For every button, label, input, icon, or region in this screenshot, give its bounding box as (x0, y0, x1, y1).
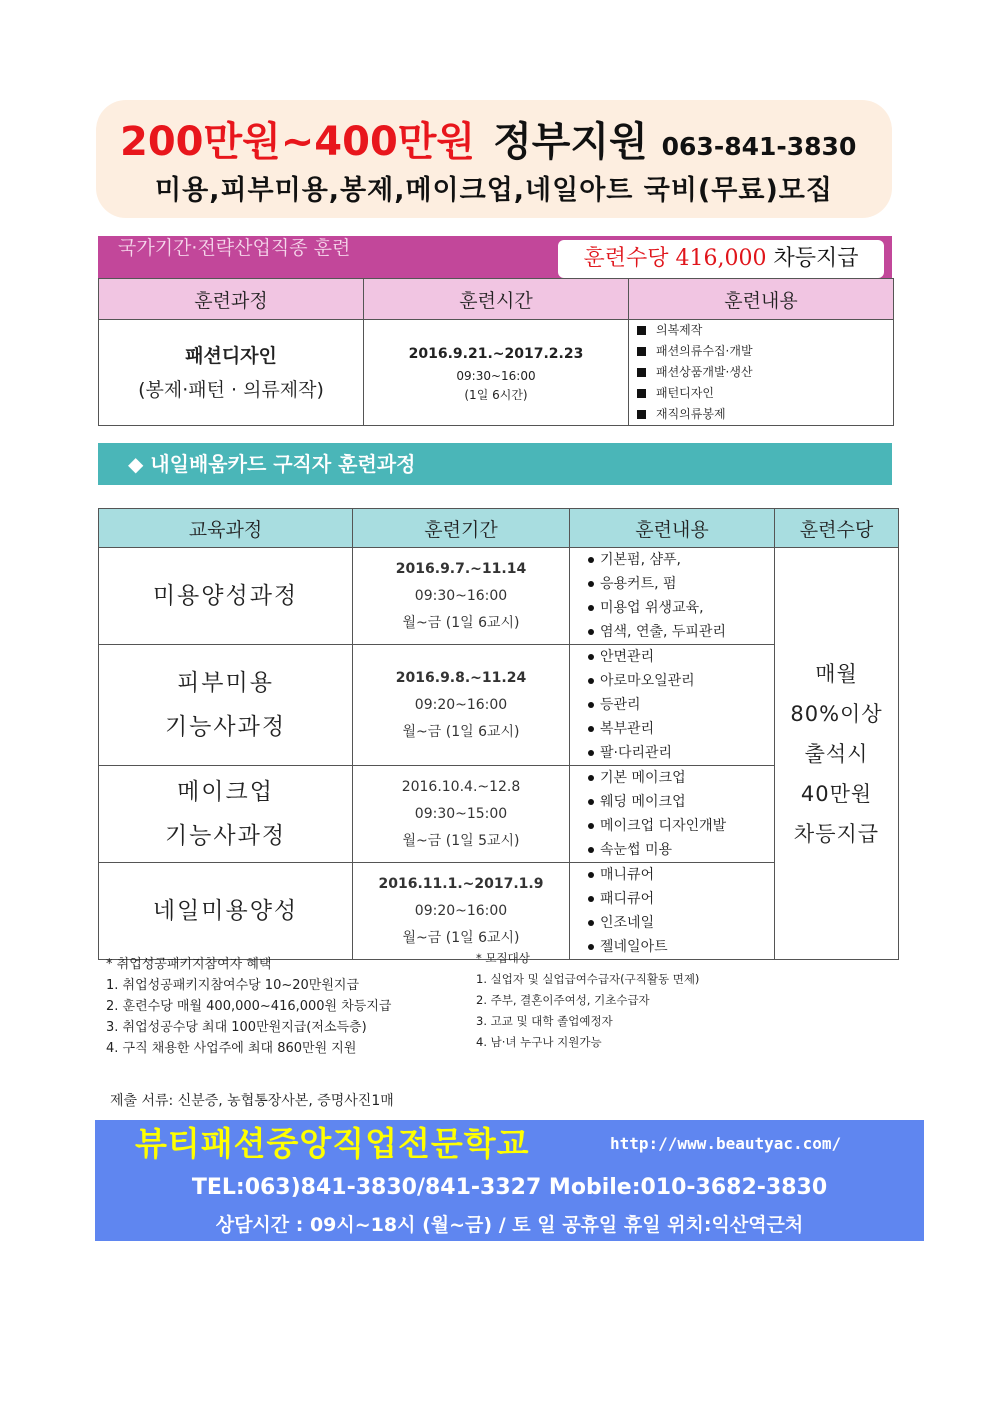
period: 2016.9.21.~2017.2.23 (408, 345, 584, 362)
bullet-icon (588, 557, 594, 563)
school-name: 뷰티패션중앙직업전문학교 (135, 1124, 530, 1163)
square-bullet-icon (637, 368, 646, 377)
period-cell: 2016.9.7.~11.14 09:30~16:00 월~금 (1일 6교시) (353, 548, 570, 645)
allowance-note: 차등지급 (773, 246, 859, 271)
course-cell: 피부미용 기능사과정 (99, 645, 353, 766)
note-line: * 취업성공패키지참여자 혜택 (106, 957, 272, 972)
list-item: 젤네일아트 (588, 935, 774, 959)
list-item: 미용업 위생교육, (588, 596, 774, 620)
section1-table (98, 278, 894, 426)
bullet-icon (588, 896, 594, 902)
table-header-row (99, 509, 899, 548)
list-item: 패턴디자인 (637, 383, 893, 404)
list-item: 등관리 (588, 693, 774, 717)
list-item: 기본 메이크업 (588, 766, 774, 790)
content-cell (570, 548, 775, 645)
list-item: 의복제작 (637, 320, 893, 341)
bullet-icon (588, 799, 594, 805)
list-item: 속눈썹 미용 (588, 838, 774, 862)
per-day: (1일 6시간) (464, 387, 528, 402)
header-time: 훈련시간 (364, 279, 629, 320)
bullet-icon (588, 750, 594, 756)
note-line: 4. 구직 채용한 사업주에 최대 860만원 지원 (106, 1041, 357, 1056)
course-cell: 미용양성과정 (99, 548, 353, 645)
section2-title: ◆ 내일배움카드 구직자 훈련과정 (128, 452, 416, 476)
bullet-icon (588, 775, 594, 781)
list-item: 안면관리 (588, 645, 774, 669)
header-subtitle: 미용,피부미용,봉제,메이크업,네일아트 국비(무료)모집 (155, 175, 833, 206)
section2-table (98, 508, 899, 960)
list-item: 복부관리 (588, 717, 774, 741)
content-cell (570, 645, 775, 766)
course-sub: (봉제·패턴 · 의류제작) (138, 378, 324, 401)
header-content: 훈련내용 (629, 279, 894, 320)
table-row (99, 548, 899, 645)
phone-number: 063-841-3830 (661, 132, 857, 161)
note-line: 3. 취업성공수당 최대 100만원지급(저소득층) (106, 1020, 367, 1035)
course-cell: 네일미용양성 (99, 863, 353, 960)
note-line: 1. 실업자 및 실업급여수급자(구직활동 면제) (476, 972, 700, 986)
headline (120, 110, 880, 164)
note-line: 2. 주부, 결혼이주여성, 기초수급자 (476, 993, 650, 1007)
table-header-row (99, 279, 894, 320)
bullet-icon (588, 872, 594, 878)
bullet-icon (588, 581, 594, 587)
header-content: 훈련내용 (570, 509, 775, 548)
target-notes (476, 948, 699, 1053)
square-bullet-icon (637, 410, 646, 419)
course-cell (99, 320, 364, 426)
list-item: 매니큐어 (588, 863, 774, 887)
header-period: 훈련기간 (353, 509, 570, 548)
time-cell (364, 320, 629, 426)
government-support: 정부지원 (493, 119, 648, 165)
support-amount: 200만원~400만원 (120, 119, 476, 165)
note-line: 3. 고교 및 대학 졸업예정자 (476, 1014, 613, 1028)
note-line: 1. 취업성공패키지참여수당 10~20만원지급 (106, 978, 360, 993)
bullet-icon (588, 678, 594, 684)
bullet-icon (588, 920, 594, 926)
note-line: 4. 남·녀 누구나 지원가능 (476, 1035, 602, 1049)
bullet-icon (588, 702, 594, 708)
allowance-amount: 훈련수당 416,000 (583, 246, 767, 271)
consultation-hours: 상담시간 : 09시~18시 (월~금) / 토 일 공휴일 휴일 위치:익산역근처 (215, 1214, 804, 1236)
content-cell (570, 863, 775, 960)
content-cell (629, 320, 894, 426)
header-education: 교육과정 (99, 509, 353, 548)
list-item: 재직의류봉제 (637, 404, 893, 425)
required-documents: 제출 서류: 신분증, 농협통장사본, 증명사진1매 (110, 1093, 394, 1109)
list-item: 염색, 연출, 두피관리 (588, 620, 774, 644)
period-cell: 2016.11.1.~2017.1.9 09:20~16:00 월~금 (1일 6교시) (353, 863, 570, 960)
course-name: 패션디자인 (185, 344, 277, 367)
period-cell: 2016.10.4.~12.8 09:30~15:00 월~금 (1일 5교시) (353, 766, 570, 863)
course-cell: 메이크업 기능사과정 (99, 766, 353, 863)
list-item: 패션상품개발·생산 (637, 362, 893, 383)
list-item: 패디큐어 (588, 887, 774, 911)
header-course: 훈련과정 (99, 279, 364, 320)
list-item: 패션의류수집·개발 (637, 341, 893, 362)
bullet-icon (588, 654, 594, 660)
list-item: 인조네일 (588, 911, 774, 935)
contact-phones: TEL:063)841-3830/841-3327 Mobile:010-3682-3830 (191, 1175, 828, 1200)
note-line: 2. 훈련수당 매월 400,000~416,000원 차등지급 (106, 999, 392, 1014)
square-bullet-icon (637, 326, 646, 335)
section1-title: 국가기간·전략산업직종 훈련 (118, 237, 351, 259)
content-cell (570, 766, 775, 863)
allowance-cell: 매월 80%이상 출석시 40만원 차등지급 (775, 548, 899, 960)
list-item: 응용커트, 펌 (588, 572, 774, 596)
square-bullet-icon (637, 389, 646, 398)
list-item: 기본펌, 샴푸, (588, 548, 774, 572)
table-row (99, 320, 894, 426)
bullet-icon (588, 847, 594, 853)
benefits-notes (106, 954, 391, 1059)
square-bullet-icon (637, 347, 646, 356)
website-link[interactable]: http://www.beautyac.com/ (610, 1134, 842, 1153)
list-item: 팔·다리관리 (588, 741, 774, 765)
allowance-badge (558, 240, 884, 278)
bullet-icon (588, 605, 594, 611)
header-allowance: 훈련수당 (775, 509, 899, 548)
list-item: 메이크업 디자인개발 (588, 814, 774, 838)
bullet-icon (588, 726, 594, 732)
period-cell: 2016.9.8.~11.24 09:20~16:00 월~금 (1일 6교시) (353, 645, 570, 766)
note-line: * 모집대상 (476, 951, 530, 965)
bullet-icon (588, 823, 594, 829)
bullet-icon (588, 629, 594, 635)
list-item: 웨딩 메이크업 (588, 790, 774, 814)
list-item: 아로마오일관리 (588, 669, 774, 693)
hours: 09:30~16:00 (456, 368, 536, 383)
